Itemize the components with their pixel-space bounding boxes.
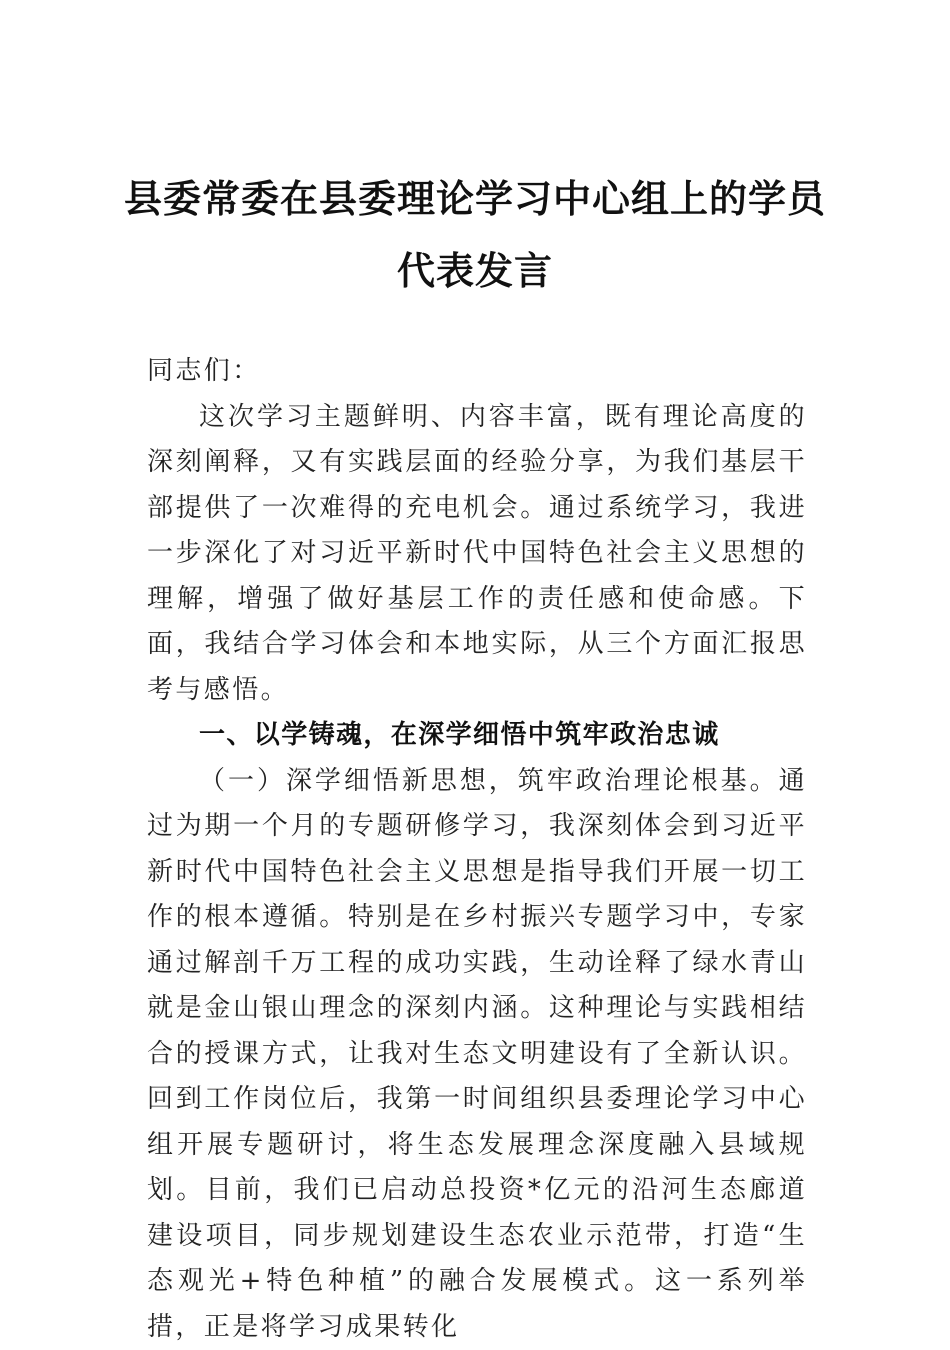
document-body: [147, 349, 807, 1350]
subsection-paragraph-1: （一）深学细悟新思想，筑牢政治理论根基。通过为期一个月的专题研修学习，我深刻体会到习近平新时代中国特色社会主义思想是指导我们开展一切工作的根本遵循。特别是在乡村振兴专题学习中，专家通过解剖千万工程的成功实践，生动诠释了绿水青山就是金山银山理念的深刻内涵。这种理论与实践相结合的授课方式，让我对生态文明建设有了全新认识。回到工作岗位后，我第一时间组织县委理论学习中心组开展专题研讨，将生态发展理念深度融入县域规划。目前，我们已启动总投资*亿元的沿河生态廊道建设项目，同步规划建设生态农业示范带，打造“生态观光+特色种植”的融合发展模式。这一系列举措，正是将学习成果转化: [147, 759, 807, 1350]
salutation: 同志们：: [147, 349, 807, 395]
section-heading-1: 一、以学铸魂，在深学细悟中筑牢政治忠诚: [147, 713, 807, 759]
document-title-line-2: 代表发言: [100, 240, 850, 295]
document-title-line-1: 县委常委在县委理论学习中心组上的学员: [100, 168, 850, 223]
intro-paragraph: 这次学习主题鲜明、内容丰富，既有理论高度的深刻阐释，又有实践层面的经验分享，为我们基层干部提供了一次难得的充电机会。通过系统学习，我进一步深化了对习近平新时代中国特色社会主义思想的理解，增强了做好基层工作的责任感和使命感。下面，我结合学习体会和本地实际，从三个方面汇报思考与感悟。: [147, 395, 807, 714]
